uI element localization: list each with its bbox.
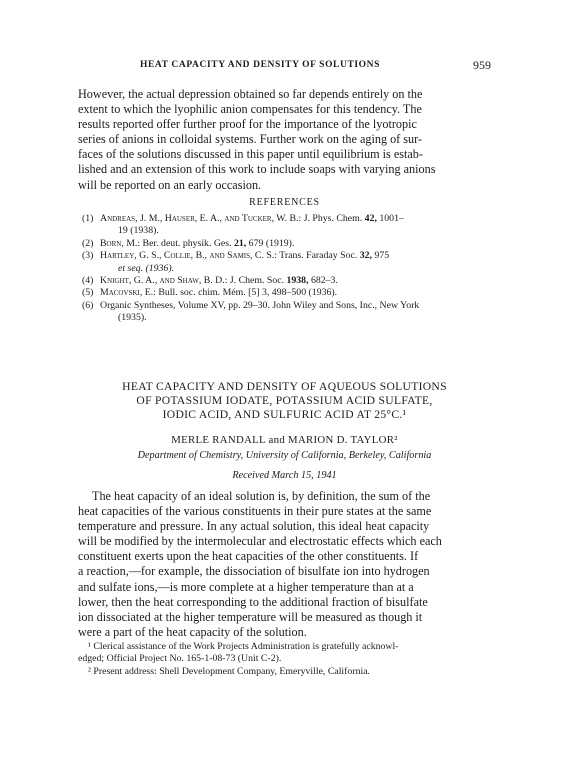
reference-item [82,250,492,275]
reference-source: : J. Chem. Soc. [224,275,287,287]
running-title: HEAT CAPACITY AND DENSITY OF SOLUTIONS [140,60,381,70]
reference-source: : Trans. Faraday Soc. [274,250,360,262]
reference-authors: Andreas, J. M., Hauser, E. A., and Tucker, W. B. [100,213,299,224]
reference-authors: Hartley, G. S., Collie, B., and Samis, C. S. [100,250,275,262]
reference-item [82,300,492,325]
reference-volume: 42, [364,213,377,224]
reference-number: (2) [82,237,94,249]
footnotes [78,641,491,678]
reference-authors: Macovski, E. [100,287,154,299]
intro-paragraph [78,489,491,640]
text-line: heat capacities of the various constituents in their pure states at the same [78,504,432,519]
reference-source: : Bull. soc. chim. Mém. [5] 3, 498–500 (1936). [153,287,338,299]
reference-volume: 21, [233,237,247,249]
closing-paragraph [78,87,491,193]
title-line: IODIC ACID, AND SULFURIC ACID AT 25°C.¹ [162,408,407,422]
text-line: The heat capacity of an ideal solution is, by definition, the sum of the [92,489,431,503]
reference-pages: 1001– [376,213,404,224]
reference-continuation: (1935). [118,312,147,324]
footnote-line: edged; Official Project No. 165-1-08-73 (Unit C-2). [78,653,282,665]
reference-item [82,275,492,287]
reference-source: : J. Phys. Chem. [298,213,365,224]
reference-pages: 975 [371,250,390,262]
reference-source: Organic Syntheses, Volume XV, pp. 29–30. John Wiley and Sons, Inc., New York [100,299,420,311]
text-line: temperature and pressure. In any actual solution, this ideal heat capacity [78,519,430,534]
title-line: OF POTASSIUM IODATE, POTASSIUM ACID SULFATE, [136,394,433,408]
reference-number: (3) [82,250,94,262]
reference-continuation: 19 (1938). [118,225,159,237]
article-title [78,380,491,423]
text-line: faces of the solutions discussed in this paper until equilibrium is estab- [78,147,423,162]
reference-continuation: et seq. (1936). [118,262,175,274]
text-line: series of anions in colloidal systems. Further work on the aging of sur- [78,132,422,147]
text-line: lower, then the heat corresponding to the additional fraction of bisulfate [78,594,428,609]
references-heading: REFERENCES [249,197,320,208]
title-line: HEAT CAPACITY AND DENSITY OF AQUEOUS SOLUTIONS [122,380,447,393]
text-line: However, the actual depression obtained so far depends entirely on the [78,87,423,101]
reference-item [82,238,492,250]
reference-authors: Born, M. [100,237,138,249]
reference-item [82,213,492,238]
page-number: 959 [473,58,491,72]
reference-number: (6) [82,299,94,311]
reference-pages: 679 (1919). [246,237,295,249]
text-line: results reported offer further proof for the importance of the lyotropic [78,117,417,132]
page-header [78,58,491,74]
text-line: lished and an extension of this work to include soaps with varying anions [78,162,436,177]
article-authors: MERLE RANDALL and MARION D. TAYLOR² [171,434,398,446]
text-line: will be modified by the intermolecular and electrostatic effects which each [78,534,442,549]
text-line: and sulfate ions,—is more complete at a higher temperature than at a [78,579,414,594]
reference-volume: 32, [359,250,372,262]
text-line: were a part of the heat capacity of the solution. [78,624,307,639]
reference-volume: 1938, [286,275,309,287]
text-line: a reaction,—for example, the dissociation of bisulfate ion into hydrogen [78,564,430,579]
text-line: constituent exerts upon the heat capacities of the other constituents. If [78,549,419,564]
reference-number: (1) [82,213,94,224]
reference-pages: 682–3. [308,275,338,287]
reference-source: : Ber. deut. physik. Ges. [137,237,234,249]
text-line: will be reported on an early occasion. [78,177,262,192]
footnote-line: ² Present address: Shell Development Company, Emeryville, California. [88,665,370,677]
footnote-line: ¹ Clerical assistance of the Work Projects Administration is gratefully acknowl- [88,641,399,652]
reference-list [82,213,492,325]
text-line: ion dissociated at the higher temperature will be measured as though it [78,609,423,624]
author-affiliation: Department of Chemistry, University of California, Berkeley, California [137,450,432,461]
reference-authors: Knight, G. A., and Shaw, B. D. [100,275,225,287]
reference-number: (5) [82,287,94,299]
reference-number: (4) [82,275,94,287]
text-line: extent to which the lyophilic anion compensates for this tendency. The [78,102,422,117]
reference-item [82,287,492,299]
received-date: Received March 15, 1941 [232,470,337,481]
